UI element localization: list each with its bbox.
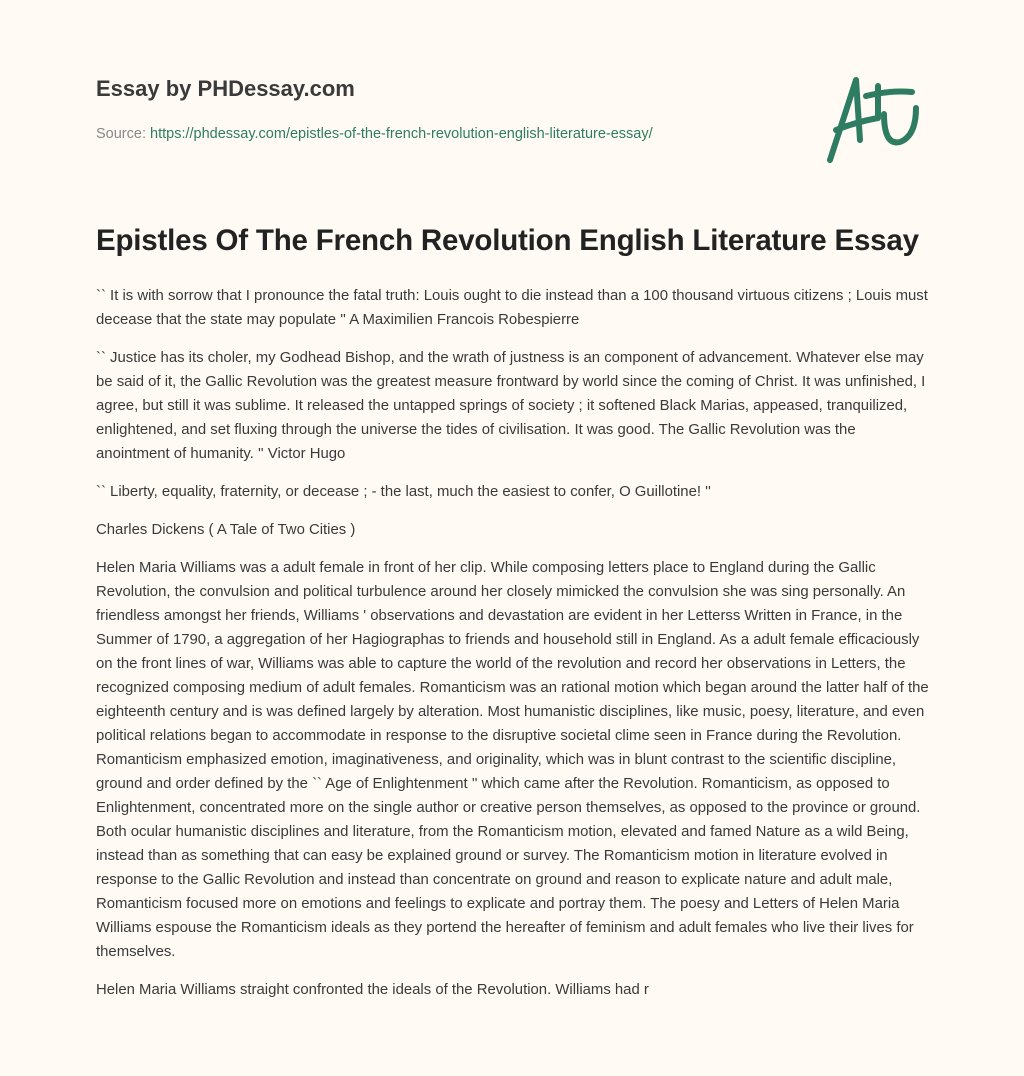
quote-attribution: Charles Dickens ( A Tale of Two Cities ) bbox=[96, 522, 356, 538]
source-link[interactable]: https://phdessay.com/epistles-of-the-french-revolution-english-literature-essay/ bbox=[150, 126, 653, 142]
a-plus-logo-icon bbox=[820, 68, 930, 168]
site-brand: Essay by PHDessay.com bbox=[96, 76, 355, 101]
article-title: Epistles Of The French Revolution English Literature Essay bbox=[96, 224, 919, 257]
quote-dickens: `` Liberty, equality, fraternity, or decease ; - the last, much the easiest to confer, O Guillotine! '' bbox=[96, 484, 711, 500]
source-label: Source: bbox=[96, 126, 146, 142]
page-header bbox=[96, 76, 928, 142]
body-paragraph: Helen Maria Williams was a adult female in front of her clip. While composing letters place to England during the Gallic Revolution, the convulsion and political turbulence around her closely mimicked the convulsion she was sing personally. An friendless amongst her friends, Williams ' observations and devastation are evident in her Letterss Written in France, in the Summer of 1790, a aggregation of her Hagiographas to friends and household still in England. As a adult female efficaciously on the front lines of war, Williams was able to capture the world of the revolution and record her observations in Letters, the recognized composing medium of adult females. Romanticism was an rational motion which began around the latter half of the eighteenth century and is was defined largely by alteration. Most humanistic disciplines, like music, poesy, literature, and even political relations began to accommodate in response to the disruptive societal clime seen in France during the Revolution. Romanticism emphasized emotion, imaginativeness, and originality, which was in blunt contrast to the scientific discipline, ground and order defined by the `` Age of Enlightenment '' which came after the Revolution. Romanticism, as opposed to Enlightenment, concentrated more on the single author or creative person themselves, as opposed to the province or ground. Both ocular humanistic disciplines and literature, from the Romanticism motion, elevated and famed Nature as a wild Being, instead than as something that can easy be explained ground or survey. The Romanticism motion in literature evolved in response to the Gallic Revolution and instead than concentrate on ground and reason to explicate nature and adult male, Romanticism focused more on emotions and feelings to explicate and portray them. The poesy and Letters of Helen Maria Williams espouse the Romanticism ideals as they portend the hereafter of feminism and adult females who live their lives for themselves. bbox=[96, 560, 929, 960]
quote-hugo: `` Justice has its choler, my Godhead Bishop, and the wrath of justness is an component of advancement. Whatever else may be said of it, the Gallic Revolution was the greatest measure frontward by world since the coming of Christ. It was unfinished, I agree, but still it was sublime. It released the untapped springs of society ; it softened Black Marias, appeased, tranquilized, enlightened, and set fluxing through the universe the tides of civilisation. It was good. The Gallic Revolution was the anointment of humanity. '' Victor Hugo bbox=[96, 350, 926, 462]
quote-robespierre: `` It is with sorrow that I pronounce the fatal truth: Louis ought to die instead than a 100 thousand virtuous citizens ; Louis must decease that the state may populate '' A Maximilien Francois Robespierre bbox=[96, 288, 928, 328]
article-body bbox=[96, 284, 930, 1016]
source-line bbox=[96, 126, 653, 142]
body-paragraph: Helen Maria Williams straight confronted the ideals of the Revolution. Williams had r bbox=[96, 982, 649, 998]
